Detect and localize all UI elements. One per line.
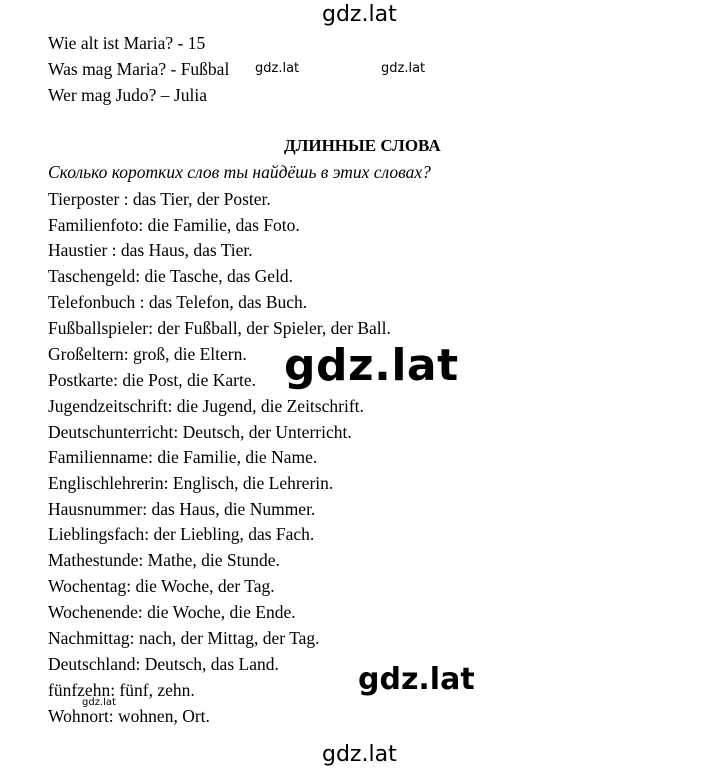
word-line: Wochenende: die Woche, die Ende. xyxy=(48,602,296,622)
word-line: Wochentag: die Woche, der Tag. xyxy=(48,576,275,596)
word-line: Familienname: die Familie, die Name. xyxy=(48,447,318,467)
word-line: Taschengeld: die Tasche, das Geld. xyxy=(48,266,294,286)
word-line: Mathestunde: Mathe, die Stunde. xyxy=(48,550,280,570)
watermark-bottom: gdz.lat xyxy=(322,742,397,767)
watermark-small-2: gdz.lat xyxy=(381,61,426,76)
word-line: Telefonbuch : das Telefon, das Buch. xyxy=(48,292,308,312)
section-heading: ДЛИННЫЕ СЛОВА xyxy=(284,136,441,155)
word-line: Wohnort: wohnen, Ort. xyxy=(48,706,210,726)
word-line: Jugendzeitschrift: die Jugend, die Zeitschrift. xyxy=(48,396,364,416)
section-subtitle: Сколько коротких слов ты найдёшь в этих словах? xyxy=(48,162,431,182)
word-line: Familienfoto: die Familie, das Foto. xyxy=(48,215,300,235)
word-line: Fußballspieler: der Fußball, der Spieler, der Ball. xyxy=(48,318,391,338)
word-line: Englischlehrerin: Englisch, die Lehrerin. xyxy=(48,473,334,493)
word-line: Deutschland: Deutsch, das Land. xyxy=(48,654,279,674)
word-line: Nachmittag: nach, der Mittag, der Tag. xyxy=(48,628,320,648)
word-line: fünfzehn: fünf, zehn. xyxy=(48,680,195,700)
watermark-tiny: gdz.lat xyxy=(82,697,116,708)
intro-line-3: Wer mag Judo? – Julia xyxy=(48,85,207,105)
word-line: Lieblingsfach: der Liebling, das Fach. xyxy=(48,524,315,544)
watermark-large-lower: gdz.lat xyxy=(358,662,475,697)
word-line: Postkarte: die Post, die Karte. xyxy=(48,370,257,390)
watermark-small-1: gdz.lat xyxy=(255,61,300,76)
word-line: Haustier : das Haus, das Tier. xyxy=(48,240,253,260)
word-line: Tierposter : das Tier, der Poster. xyxy=(48,189,271,209)
word-line: Hausnummer: das Haus, die Nummer. xyxy=(48,499,316,519)
word-line: Großeltern: groß, die Eltern. xyxy=(48,344,247,364)
intro-line-2: Was mag Maria? - Fußbal xyxy=(48,59,230,79)
intro-line-1: Wie alt ist Maria? - 15 xyxy=(48,33,206,53)
watermark-top: gdz.lat xyxy=(322,2,397,27)
watermark-large-center: gdz.lat xyxy=(284,340,459,391)
word-line: Deutschunterricht: Deutsch, der Unterricht. xyxy=(48,422,352,442)
